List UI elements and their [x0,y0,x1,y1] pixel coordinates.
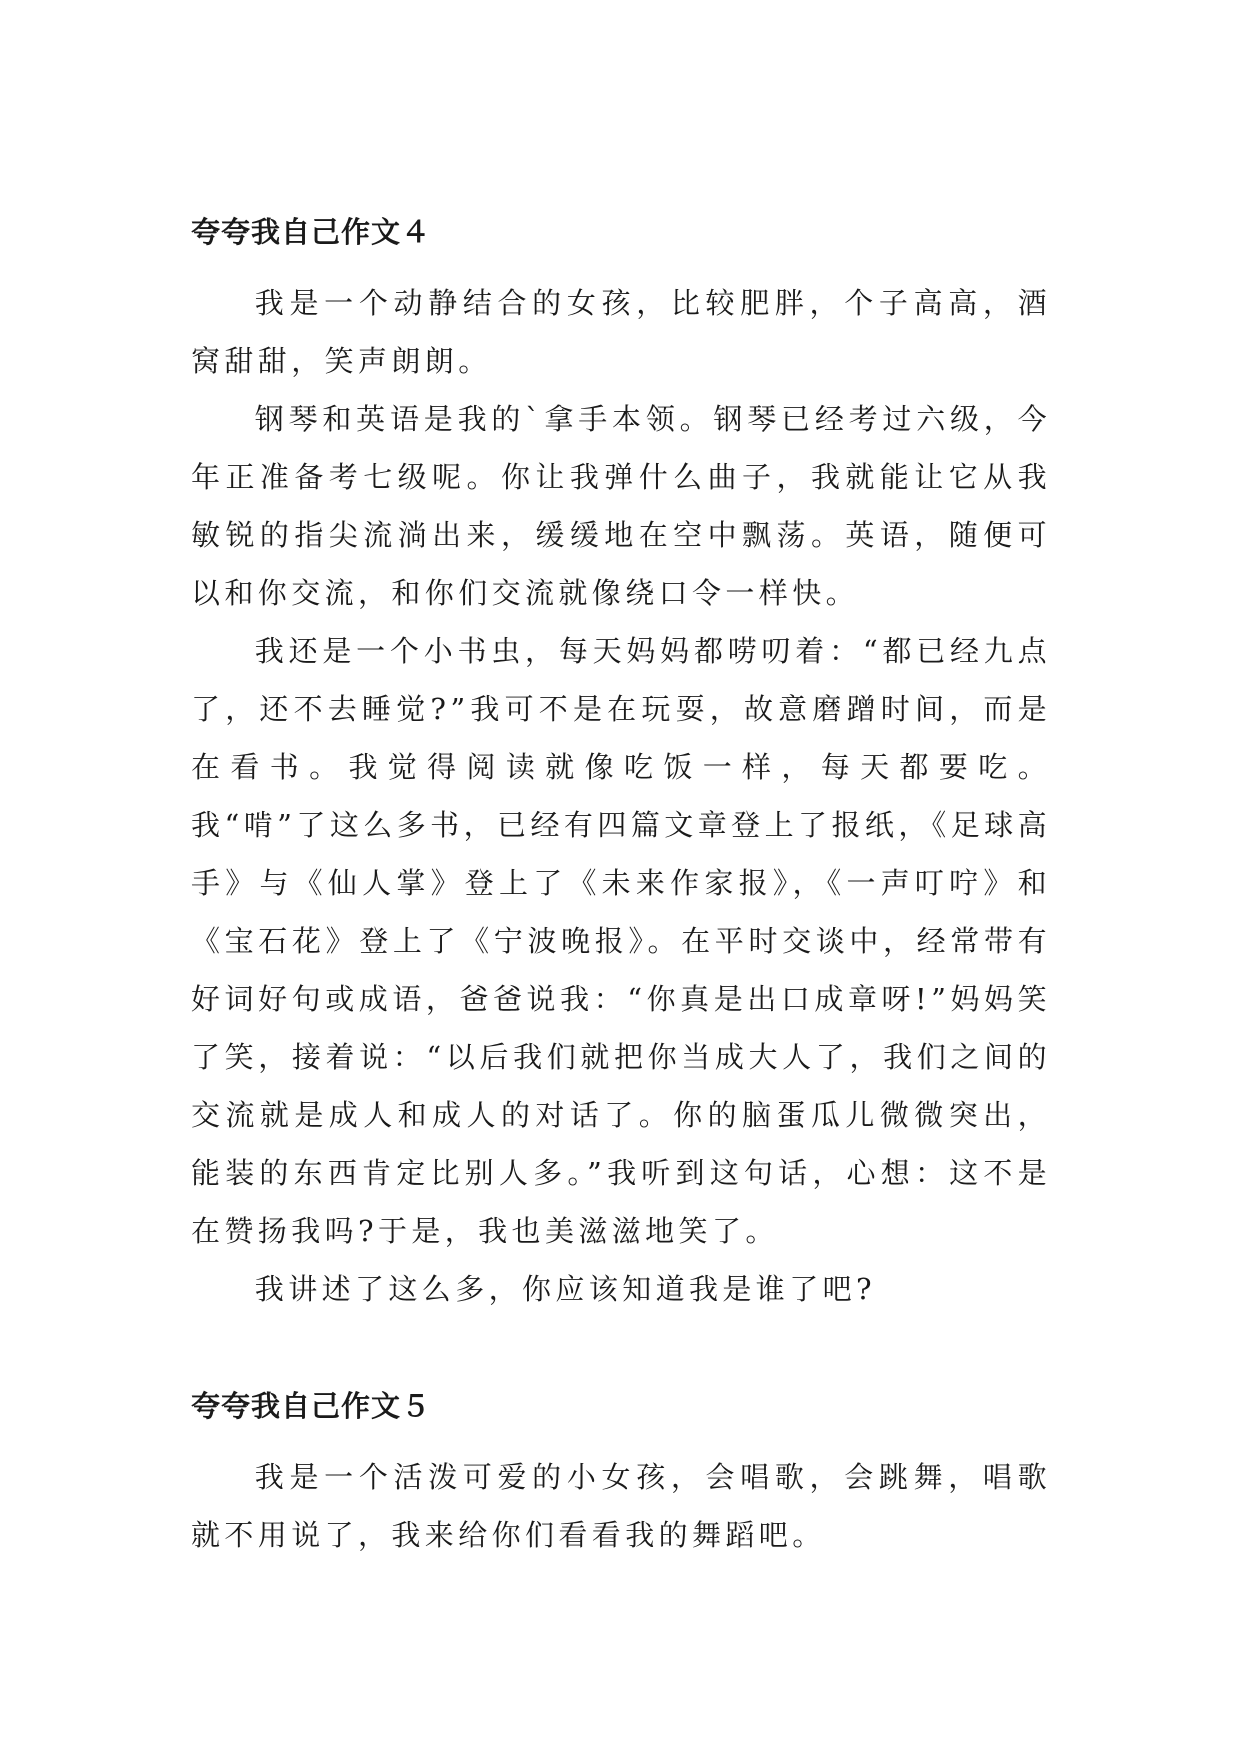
essay-paragraph: 我是一个活泼可爱的小女孩，会唱歌，会跳舞，唱歌就不用说了，我来给你们看看我的舞蹈吧。 [191,1460,1051,1552]
document-body [191,214,1051,1564]
essay-4 [191,214,1051,1318]
essay-paragraph: 我是一个动静结合的女孩，比较肥胖，个子高高，酒窝甜甜，笑声朗朗。 [191,286,1051,378]
essay-title: 夸夸我自己作文４ [191,215,432,249]
essay-paragraph: 我还是一个小书虫，每天妈妈都唠叨着：“都已经九点了，还不去睡觉?”我可不是在玩耍，故意磨蹭时间，而是在看书。我觉得阅读就像吃饭一样，每天都要吃。我“啃”了这么多书，已经有四篇文章登上了报纸，《足球高手》与《仙人掌》登上了《未来作家报》，《一声叮咛》和《宝石花》登上了《宁波晚报》。在平时交谈中，经常带有好词好句或成语，爸爸说我：“你真是出口成章呀!”妈妈笑了笑，接着说：“以后我们就把你当成大人了，我们之间的交流就是成人和成人的对话了。你的脑蛋瓜儿微微突出，能装的东西肯定比别人多。”我听到这句话，心想：这不是在赞扬我吗?于是，我也美滋滋地笑了。 [191,634,1051,1248]
essay-paragraph: 钢琴和英语是我的`拿手本领。钢琴已经考过六级，今年正准备考七级呢。你让我弹什么曲子，我就能让它从我敏锐的指尖流淌出来，缓缓地在空中飘荡。英语，随便可以和你交流，和你们交流就像绕口令一样快。 [191,402,1051,610]
essay-paragraph: 我讲述了这么多，你应该知道我是谁了吧? [254,1272,876,1306]
essay-title: 夸夸我自己作文５ [191,1389,432,1423]
essay-5 [191,1388,1051,1564]
